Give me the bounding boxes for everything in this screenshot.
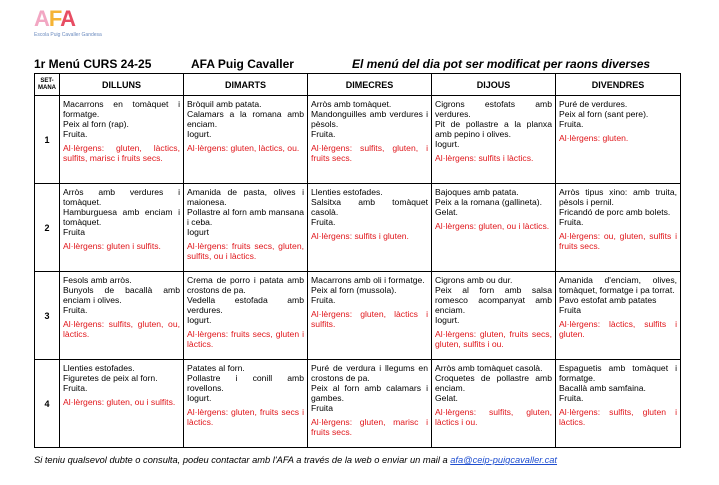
- dish-item: Pavo estofat amb patates: [559, 295, 657, 305]
- dish-item: Peix al forn amb salsa romesco acompanyat amb enciam.: [435, 285, 552, 315]
- allergens-note: Al·lèrgens: gluten i sulfits.: [63, 241, 161, 251]
- menu-cell: [432, 184, 556, 272]
- menu-cell: [184, 360, 308, 448]
- menu-body: [35, 96, 681, 448]
- week-number: 4: [35, 360, 60, 448]
- allergens-note: Al·lèrgens: sulfits, gluten, ou, làctics.: [63, 319, 180, 339]
- allergens-note: Al·lèrgens: fruits secs, gluten i làctics.: [187, 329, 304, 349]
- menu-cell: [184, 184, 308, 272]
- menu-cell: [308, 184, 432, 272]
- contact-email-link[interactable]: afa@ceip-puigcavaller.cat: [450, 455, 558, 465]
- day-header: DIJOUS: [432, 74, 556, 96]
- menu-header: [34, 57, 684, 73]
- dish-item: Bròquil amb patata.: [187, 99, 262, 109]
- dish-item: Gelat.: [435, 393, 458, 403]
- table-row: [35, 360, 681, 448]
- dish-item: Peix al forn (sant pere).: [559, 109, 649, 119]
- dish-item: Fesols amb arròs.: [63, 275, 132, 285]
- dish-item: Fruita.: [559, 393, 584, 403]
- menu-cell: [308, 360, 432, 448]
- dish-item: Llenties estofades.: [311, 187, 383, 197]
- footer-text: Si teniu qualsevol dubte o consulta, podeu contactar amb l'AFA a través de la web o enviar un mail a: [34, 455, 451, 465]
- menu-cell: [432, 272, 556, 360]
- dish-item: Peix al forn (rap).: [63, 119, 129, 129]
- allergens-note: Al·lèrgens: gluten, ou i làctics.: [435, 221, 550, 231]
- allergens-note: Al·lèrgens: sulfits, gluten i làctics.: [559, 407, 677, 427]
- dish-item: Bacallà amb samfaina.: [559, 383, 646, 393]
- dish-item: Espaguetis amb tomàquet i formatge.: [559, 363, 677, 383]
- menu-cell: [556, 272, 681, 360]
- week-number: 1: [35, 96, 60, 184]
- dish-item: Mandonguilles amb verdures i pèsols.: [311, 109, 428, 129]
- dish-item: Fricandó de porc amb bolets.: [559, 207, 671, 217]
- allergens-note: Al·lèrgens: gluten, ou i sulfits.: [63, 397, 176, 407]
- dish-item: Croquetes de pollastre amb enciam.: [435, 373, 552, 393]
- dish-item: Arròs tipus xino: amb truita, pèsols i pernil.: [559, 187, 677, 207]
- menu-notice: El menú del dia pot ser modificat per raons diverses: [352, 57, 651, 71]
- allergens-note: Al·lèrgens: sulfits i gluten.: [311, 231, 409, 241]
- week-number: 3: [35, 272, 60, 360]
- menu-cell: [556, 96, 681, 184]
- dish-item: Hamburguesa amb enciam i tomàquet.: [63, 207, 180, 227]
- dish-item: Fruita.: [63, 305, 88, 315]
- week-column-header: SET- MANA: [35, 74, 60, 96]
- association-name: AFA Puig Cavaller: [191, 57, 294, 71]
- dish-item: Iogurt.: [187, 315, 212, 325]
- afa-logo: [34, 8, 104, 50]
- menu-title: 1r Menú CURS 24-25: [34, 57, 152, 71]
- menu-cell: [432, 360, 556, 448]
- day-header: DIMECRES: [308, 74, 432, 96]
- dish-item: Fruita: [63, 227, 85, 237]
- dish-item: Fruita: [559, 305, 581, 315]
- allergens-note: Al·lèrgens: sulfits i làctics.: [435, 153, 534, 163]
- menu-cell: [184, 272, 308, 360]
- menu-cell: [184, 96, 308, 184]
- dish-item: Fruita.: [311, 217, 336, 227]
- menu-table: [34, 73, 681, 448]
- menu-cell: [60, 96, 184, 184]
- dish-item: Iogurt.: [187, 393, 212, 403]
- dish-item: Bajoques amb patata.: [435, 187, 519, 197]
- dish-item: Iogurt.: [435, 315, 460, 325]
- allergens-note: Al·lèrgens: sulfits, gluten, làctics i ou.: [435, 407, 552, 427]
- footer-note: [34, 455, 557, 465]
- dish-item: Fruita.: [311, 129, 336, 139]
- dish-item: Bunyols de bacallà amb enciam i olives.: [63, 285, 180, 305]
- allergens-note: Al·lèrgens: sulfits, gluten, i fruits secs.: [311, 143, 428, 163]
- dish-item: Arròs amb verdures i tomàquet.: [63, 187, 180, 207]
- menu-cell: [60, 184, 184, 272]
- dish-item: Arròs amb tomàquet casolà.: [435, 363, 543, 373]
- table-row: [35, 184, 681, 272]
- logo-caption: Escola Puig Cavaller Gandesa: [34, 32, 102, 38]
- dish-item: Fruita.: [559, 119, 584, 129]
- menu-cell: [556, 184, 681, 272]
- dish-item: Cigrons estofats amb verdures.: [435, 99, 552, 119]
- menu-cell: [556, 360, 681, 448]
- dish-item: Arròs amb tomàquet.: [311, 99, 392, 109]
- allergens-note: Al·lèrgens: gluten, fruits secs i làctics.: [187, 407, 304, 427]
- table-row: [35, 272, 681, 360]
- table-header-row: [35, 74, 681, 96]
- day-header: DIVENDRES: [556, 74, 681, 96]
- dish-item: Fruita.: [63, 383, 88, 393]
- day-header: DIMARTS: [184, 74, 308, 96]
- dish-item: Macarrons amb oli i formatge.: [311, 275, 425, 285]
- dish-item: Iogurt.: [435, 139, 460, 149]
- dish-item: Gelat.: [435, 207, 458, 217]
- dish-item: Peix al forn amb calamars i gambes.: [311, 383, 428, 403]
- dish-item: Figuretes de peix al forn.: [63, 373, 158, 383]
- week-number: 2: [35, 184, 60, 272]
- dish-item: Macarrons en tomàquet i formatge.: [63, 99, 180, 119]
- menu-cell: [432, 96, 556, 184]
- dish-item: Fruita.: [63, 129, 88, 139]
- dish-item: Iogurt: [187, 227, 209, 237]
- allergens-note: Al·lèrgens: gluten, làctics, sulfits, marisc i fruits secs.: [63, 143, 180, 163]
- dish-item: Pit de pollastre a la planxa amb pepino i olives.: [435, 119, 552, 139]
- dish-item: Peix al forn (mussola).: [311, 285, 397, 295]
- dish-item: Puré de verdura i llegums en crostons de pa.: [311, 363, 428, 383]
- dish-item: Iogurt.: [187, 129, 212, 139]
- allergens-note: Al·lèrgens: gluten, làctics, ou.: [187, 143, 300, 153]
- allergens-note: Al·lèrgens: fruits secs, gluten, sulfits, ou i làctics.: [187, 241, 304, 261]
- dish-item: Pollastre i conill amb rovellons.: [187, 373, 304, 393]
- dish-item: Fruita.: [311, 295, 336, 305]
- menu-cell: [308, 272, 432, 360]
- dish-item: Calamars a la romana amb enciam.: [187, 109, 304, 129]
- dish-item: Patates al forn.: [187, 363, 245, 373]
- allergens-note: Al·lèrgens: gluten, marisc i fruits secs.: [311, 417, 428, 437]
- dish-item: Salsitxa amb tomàquet casolà.: [311, 197, 428, 217]
- dish-item: Vedella estofada amb verdures.: [187, 295, 304, 315]
- logo-letters: AFA: [34, 6, 76, 31]
- day-header: DILLUNS: [60, 74, 184, 96]
- allergens-note: Al·lèrgens: làctics, sulfits i gluten.: [559, 319, 677, 339]
- dish-item: Cigrons amb ou dur.: [435, 275, 513, 285]
- dish-item: Fruita.: [559, 217, 584, 227]
- table-row: [35, 96, 681, 184]
- menu-cell: [60, 360, 184, 448]
- dish-item: Pollastre al forn amb mansana i ceba.: [187, 207, 304, 227]
- dish-item: Amanida de pasta, olives i maionesa.: [187, 187, 304, 207]
- dish-item: Crema de porro i patata amb crostons de pa.: [187, 275, 304, 295]
- allergens-note: Al·lèrgens: gluten.: [559, 133, 629, 143]
- allergens-note: Al·lèrgens: gluten, fruits secs, gluten, sulfits i ou.: [435, 329, 552, 349]
- dish-item: Peix a la romana (gallineta).: [435, 197, 542, 207]
- allergens-note: Al·lèrgens: ou, gluten, sulfits i fruits secs.: [559, 231, 677, 251]
- menu-cell: [60, 272, 184, 360]
- dish-item: Fruita: [311, 403, 333, 413]
- dish-item: Amanida d'enciam, olives, tomàquet, formatge i pa torrat.: [559, 275, 677, 295]
- allergens-note: Al·lèrgens: gluten, làctics i sulfits.: [311, 309, 428, 329]
- menu-cell: [308, 96, 432, 184]
- dish-item: Llenties estofades.: [63, 363, 135, 373]
- dish-item: Puré de verdures.: [559, 99, 628, 109]
